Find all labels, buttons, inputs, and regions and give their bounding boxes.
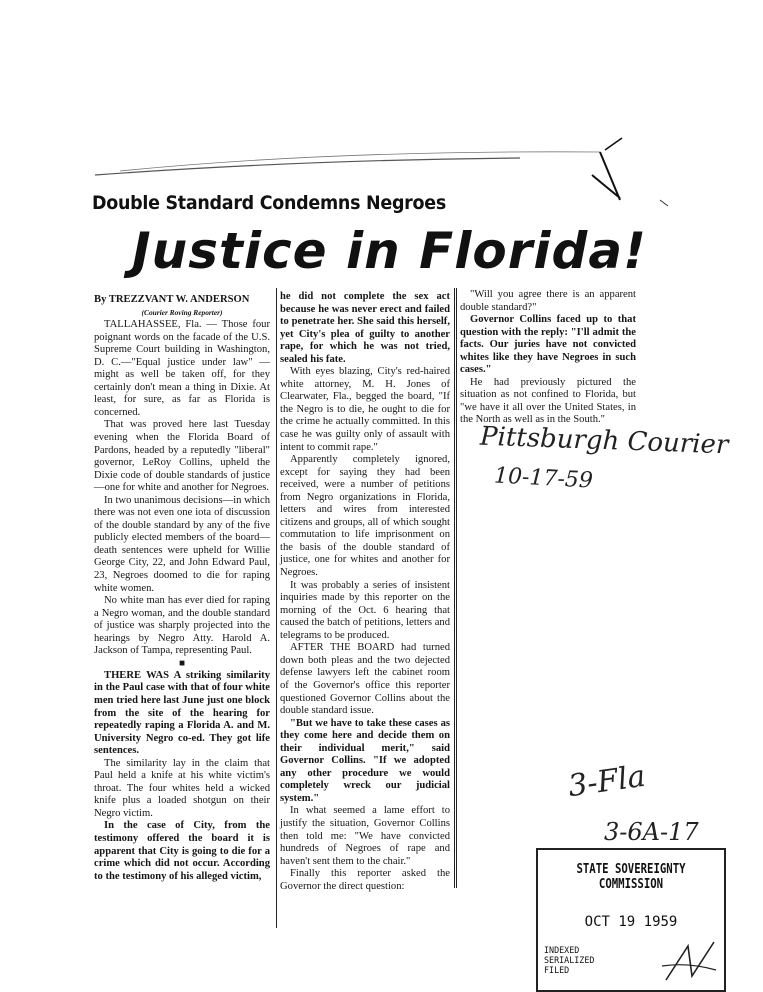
paragraph: In the case of City, from the testimony offered the board it is apparent that City is going to die for a crime which did not occur. According to the testimony of his alleged victim,	[94, 820, 270, 882]
column-rule	[454, 288, 455, 888]
stamp-field-filed: FILED	[544, 965, 570, 975]
paragraph: No white man has ever died for raping a Negro woman, and the double standard of justice was sharply projected into the hearings by Negro Atty. Harold A. Jackson of Tampa, representing Paul.	[94, 595, 270, 657]
article-column-1	[94, 294, 270, 883]
stamp-signature-mark	[658, 936, 718, 986]
paragraph: Finally this reporter asked the Governor the direct question:	[280, 868, 450, 892]
paragraph: With eyes blazing, City's red-haired white attorney, M. H. Jones of Clearwater, Fla., begged the board, "If the Negro is to die, he ought to die for the crime he actually committed. In this case he was guilty only of assault with intent to commit rape."	[280, 366, 450, 453]
column-rule	[456, 288, 457, 888]
article-headline: Justice in Florida!	[132, 222, 647, 280]
article-column-3	[460, 289, 636, 427]
commission-stamp	[536, 848, 726, 992]
paragraph: In what seemed a lame effort to justify the situation, Governor Collins then told me: "We have convicted hundreds of Negroes of rape and haven't sent them to the chair."	[280, 805, 450, 867]
handwritten-date: 10-17-59	[493, 463, 594, 494]
byline-credit: (Courier Roving Reporter)	[141, 307, 223, 317]
stamp-title: STATE SOVEREIGNTY COMMISSION	[576, 862, 686, 892]
paragraph: In two unanimous decisions—in which there was not even one iota of discussion of the double standard by any of the five publicly elected members of the board—death sentences were upheld for Willie George City, 22, and John Edward Paul, 23, Negroes doomed to die for raping white women.	[94, 494, 270, 594]
paragraph: Apparently completely ignored, except for saying they had been received, were a number of petitions from Negro organizations in Florida, letters and wires from interested citizens and groups, all of which sought commutation to life imprisonment on the basis of the double standard of justice, one for whites and another for Negroes.	[280, 454, 450, 579]
paragraph: Governor Collins faced up to that question with the reply: "I'll admit the facts. Our juries have not convicted whites like they have Negroes in such cases."	[460, 314, 636, 376]
paragraph: He had previously pictured the situation as not confined to Florida, but "we have it all over the United States, in the North as well as in the South."	[460, 376, 636, 426]
handwritten-source: Pittsburgh Courier	[479, 421, 729, 461]
handwritten-file-code: 3-Fla	[565, 758, 648, 805]
article-kicker: Double Standard Condemns Negroes	[92, 192, 446, 214]
stamp-date: OCT 19 1959	[584, 914, 678, 930]
paragraph: TALLAHASSEE, Fla. — Those four poignant words on the facade of the U.S. Supreme Court building in Washington, D. C.—"Equal justice under law" —might as well be taken off, for they certainly don't mean a thing in Dixie. At least, for sure, as far as Florida is concerned.	[94, 319, 270, 418]
paragraph: The similarity lay in the claim that Paul held a knife at his white victim's throat. The four whites held a wicked knife plus a loaded shotgun on their Negro victim.	[94, 757, 270, 819]
stamp-field-indexed: INDEXED	[544, 945, 580, 955]
stamp-field-serialized: SERIALIZED	[544, 955, 595, 965]
paragraph: "But we have to take these cases as they come here and decide them on their individual merit," said Governor Collins. "If we adopted any other procedure we would completely wreck our judicial system."	[280, 717, 450, 804]
paragraph: THERE WAS A striking similarity in the Paul case with that of four white men tried here last June just one block from the site of the hearing for repeatedly raping a Florida A. and M. University Negro co-ed. They got life sentences.	[94, 669, 270, 757]
article-column-2	[280, 291, 450, 893]
column-rule	[276, 288, 277, 928]
byline: By TREZZVANT W. ANDERSON	[94, 294, 250, 305]
paragraph: "Will you agree there is an apparent double standard?"	[460, 289, 636, 313]
paragraph: It was probably a series of insistent inquiries made by this reporter on the morning of the Oct. 6 hearing that caused the batch of petitions, letters and telegrams to be produced.	[280, 579, 450, 641]
section-bullet: ■	[178, 657, 186, 669]
paragraph: That was proved here last Tuesday evening when the Florida Board of Pardons, headed by a reputedly "liberal" governor, LeRoy Collins, upheld the Dixie code of double standards of justice—one for white and another for Negroes.	[94, 419, 270, 494]
paragraph: AFTER THE BOARD had turned down both pleas and the two dejected defense lawyers left the cabinet room of the Governor's office this reporter questioned Governor Collins about the double standard issue.	[280, 642, 450, 717]
handwritten-file-number: 3-6A-17	[604, 818, 699, 846]
paragraph: he did not complete the sex act because he was never erect and failed to penetrate her. She said this herself, yet City's plea of guilty to another rape, for which he was not tried, sealed his fate.	[280, 291, 450, 365]
